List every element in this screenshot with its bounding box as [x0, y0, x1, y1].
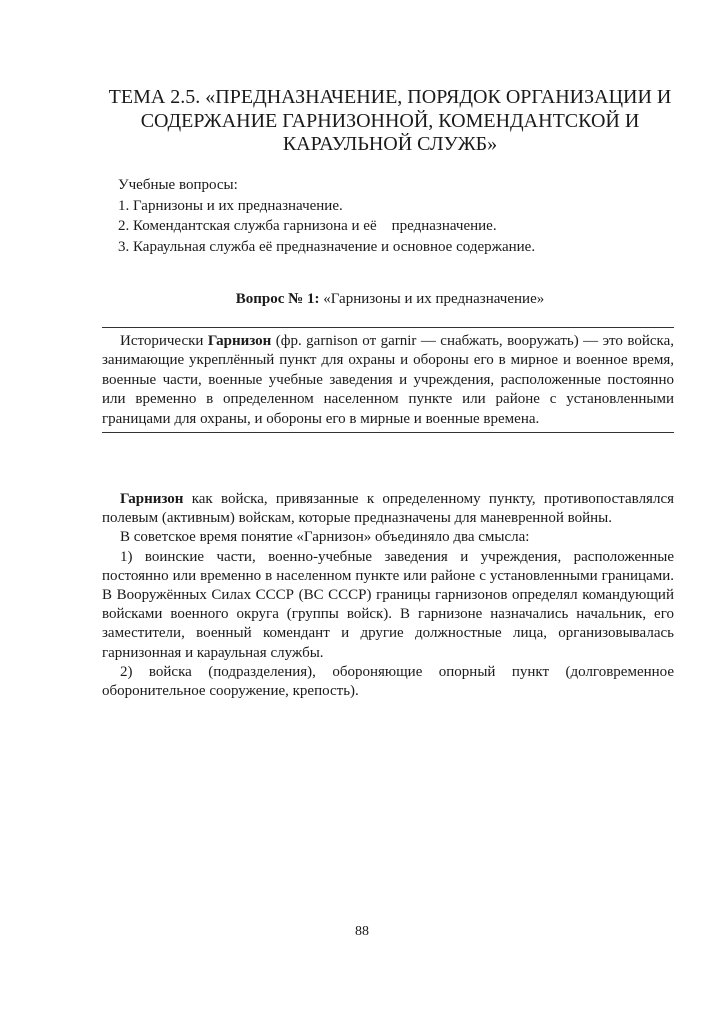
definition-text: (фр. garnison от garnir — снабжать, вооружать) — это войска, занимающие укреплённый пункт для охраны и обороны его в мирное и военное время, военные части, военные учебные заведения и учреждения, расположенные постоянно или временно в определенном населенном пункте или районе с установленными границами для охраны, и обороны его в мирные и военные времена.: [102, 333, 674, 427]
paragraph-1: [102, 490, 674, 528]
paragraph-1-term: Гарнизон: [120, 491, 184, 507]
page-title: [100, 86, 680, 157]
study-questions: [118, 175, 535, 257]
paragraph-3: 1) воинские части, военно-учебные заведения и учреждения, расположенные постоянно или временно в населенном пункте или районе с установленными границами. В Вооружённых Силах СССР (ВС СССР) границы гарнизонов определял командующий войсками военного округа (группы войск). В гарнизоне назначались начальник, его заместители, военный комендант и другие должностные лица, организовывалась гарнизонная и караульная службы.: [102, 548, 674, 661]
definition-paragraph: [102, 332, 674, 429]
title-line-1: ТЕМА 2.5. «ПРЕДНАЗНАЧЕНИЕ, ПОРЯДОК ОРГАНИЗАЦИИ И: [108, 86, 672, 108]
paragraph-4: 2) войска (подразделения), обороняющие опорный пункт (долговременное оборонительное сооружение, крепость).: [102, 663, 674, 700]
study-questions-heading: Учебные вопросы:: [118, 177, 238, 193]
definition-term: Гарнизон: [207, 333, 272, 349]
page-number: 88: [355, 924, 369, 939]
paragraph-1-text: как войска, привязанные к определенному пункту, противопоставлялся полевым (активным) войскам, которые предназначены для маневренной войны.: [102, 491, 674, 527]
title-line-3: КАРАУЛЬНОЙ СЛУЖБ»: [282, 133, 498, 155]
question-heading: [100, 289, 680, 309]
title-line-2: СОДЕРЖАНИЕ ГАРНИЗОННОЙ, КОМЕНДАНТСКОЙ И: [140, 109, 640, 132]
question-label: Вопрос № 1:: [235, 291, 320, 307]
definition-box: [102, 327, 674, 433]
study-question-item: 3. Караульная служба её предназначение и основное содержание.: [118, 238, 536, 255]
paragraph-2: В советское время понятие «Гарнизон» объединяло два смысла:: [120, 529, 530, 546]
question-text: «Гарнизоны и их предназначение»: [319, 291, 545, 307]
body-text: [102, 490, 674, 701]
definition-prefix: Исторически: [120, 333, 208, 349]
study-question-item: 1. Гарнизоны и их предназначение.: [118, 197, 343, 214]
study-question-item: 2. Комендантская служба гарнизона и её предназначение.: [118, 218, 497, 234]
